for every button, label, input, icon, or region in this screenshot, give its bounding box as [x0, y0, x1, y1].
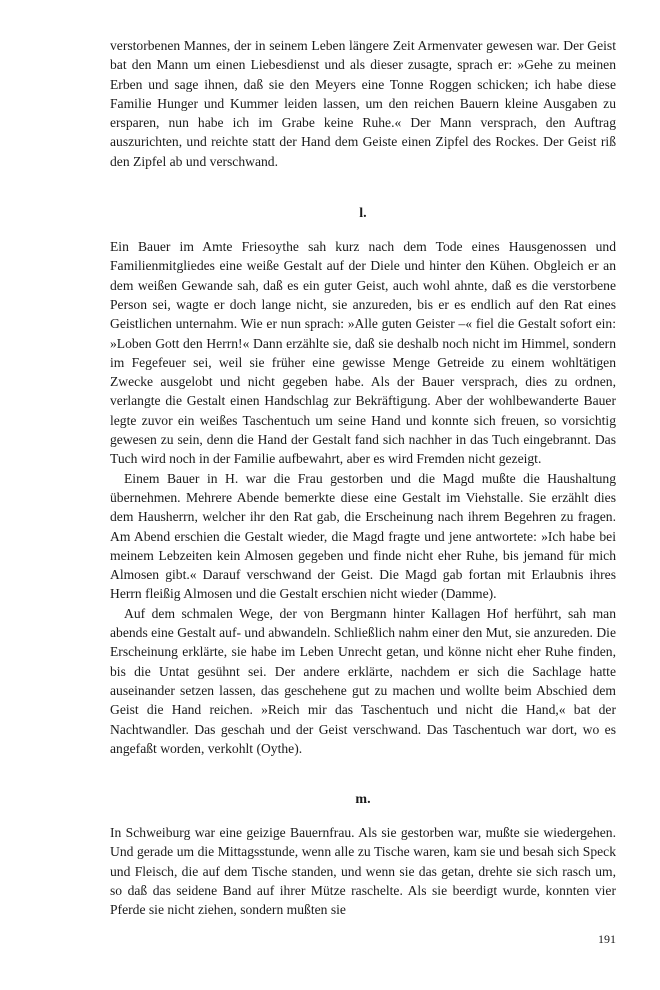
page-number: 191: [598, 932, 616, 946]
page-body: [110, 36, 616, 920]
section-l-paragraph-2: Einem Bauer in H. war die Frau gestorben und die Magd mußte die Haushaltung übernehmen. Mehrere Abende bemerkte diese eine Gestalt im Viehstalle. Sie erzählt dies dem Hausherrn, welcher ihr den Rat gab, die Erscheinung nach ihrem Begehren zu fragen. Am Abend erschien die Gestalt wieder, die Magd fragte und jene antwortete: »Ich habe bei meinem Lebzeiten kein Almosen gegeben und finde nicht eher Ruhe, bis jemand für mich Almosen gibt.« Darauf verschwand der Geist. Die Magd gab fortan mit Erlaubnis ihres Herrn fleißig Almosen und die Gestalt erschien nicht wieder (Damme).: [110, 470, 616, 602]
opening-paragraph: verstorbenen Mannes, der in seinem Leben längere Zeit Armenvater gewesen war. Der Geist bat den Mann um einen Liebesdienst und als dieser zusagte, sprach er: »Gehe zu meinen Erben und sage ihnen, daß sie den Meyers eine Tonne Roggen schicken; ich habe diese Familie Hunger und Kummer leiden lassen, um den reichen Bauern kleine Ausgaben zu ersparen, nun habe ich im Grabe keine Ruhe.« Der Mann versprach, den Auftrag auszurichten, und reichte statt der Hand dem Geiste einen Zipfel des Rockes. Der Geist riß den Zipfel ab und verschwand.: [110, 38, 616, 169]
section-heading-l: l.: [359, 206, 367, 222]
section-heading-m: m.: [355, 792, 371, 808]
section-l-paragraph-1: Ein Bauer im Amte Friesoythe sah kurz nach dem Tode eines Hausgenossen und Familienmitgliedes eine weiße Gestalt auf der Diele und hinter den Kühen. Obgleich er an dem weißen Gewande sah, daß es ein guter Geist, auch wohl ahnte, daß es die verstorbene Person sei, wagte er doch lange nicht, sie anzureden, bis er es endlich auf den Rat eines Geistlichen unternahm. Wie er nun sprach: »Alle guten Geister –« fiel die Gestalt sofort ein: »Loben Gott den Herrn!« Dann erzählte sie, daß sie deshalb noch nicht im Himmel, sondern im Fegefeuer sei, weil sie früher eine gewisse Menge Getreide zu einem wohltätigen Zwecke ausgelobt und nicht gegeben habe. Als der Bauer versprach, dies zu ordnen, verlangte die Gestalt einen Handschlag zur Bekräftigung. Aber der wohlbewanderte Bauer legte zuvor ein weißes Taschentuch um seine Hand und konnte sich freuen, so vorsichtig gewesen zu sein, denn die Hand der Gestalt fand sich nachher in das Tuch eingebrannt. Das Tuch wird noch in der Familie aufbewahrt, aber es wird Fremden nicht gezeigt.: [110, 239, 616, 467]
section-l-paragraph-3: Auf dem schmalen Wege, der von Bergmann hinter Kallagen Hof herführt, sah man abends eine Gestalt auf- und abwandeln. Schließlich nahm einer den Mut, sie anzureden. Die Erscheinung erklärte, sie habe im Leben Unrecht getan, und könne nicht eher Ruhe finden, bis die Untat gesühnt sei. Der andere erklärte, nachdem er sich die Sachlage hatte auseinander setzen lassen, das geschehene gut zu machen und wollte beim Abschied dem Geist die Hand reichen. »Reich mir das Taschentuch und nicht die Hand,« bat der Nachtwandler. Das geschah und der Geist verschwand. Das Taschentuch war dort, wo es angefaßt worden, verkohlt (Oythe).: [110, 605, 616, 756]
section-m-paragraph-1: In Schweiburg war eine geizige Bauernfrau. Als sie gestorben war, mußte sie wiedergehen. Und gerade um die Mittagsstunde, wenn alle zu Tische waren, kam sie und besah sich Speck und Fleisch, die auf dem Tische standen, und wenn sie das getan, drehte sie sich rasch um, so daß das seidene Band auf ihrer Mütze raschelte. Als sie beerdigt wurde, konnten vier Pferde sie nicht ziehen, sondern mußten sie: [110, 825, 616, 918]
